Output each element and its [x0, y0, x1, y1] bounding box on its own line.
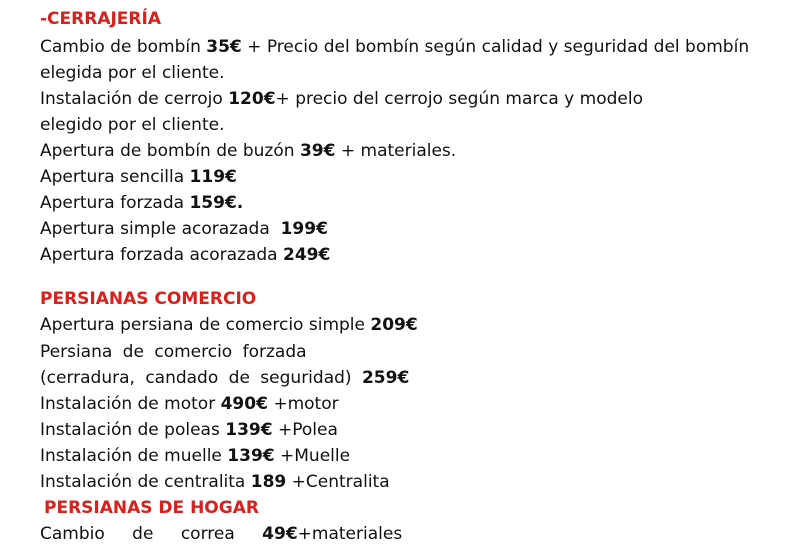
- buzon-opening-line: [40, 140, 456, 162]
- poleas-install-line: [40, 419, 338, 441]
- forced-opening-line: [40, 192, 243, 214]
- item-price: 259€: [361, 368, 410, 388]
- item-text: Apertura persiana de comercio simple: [40, 315, 371, 335]
- item-text: Instalación de muelle: [40, 446, 228, 466]
- item-text: Instalación de centralita: [40, 472, 251, 492]
- item-extra: +materiales: [297, 524, 403, 544]
- item-price: 249€: [282, 245, 331, 265]
- item-extra: + materiales.: [335, 141, 457, 161]
- item-price: 39€: [299, 141, 336, 161]
- bombin-change-line: [40, 36, 749, 58]
- item-extra: +Muelle: [274, 446, 351, 466]
- commerce-forced-line: Persiana de comercio forzada: [40, 342, 307, 362]
- correa-change-line: [40, 523, 402, 545]
- item-extra: + Precio del bombín según calidad y seguridad del bombín: [241, 37, 750, 57]
- item-price: 490€: [220, 394, 268, 414]
- muelle-install-line: [40, 445, 350, 467]
- item-price: 199€: [280, 219, 328, 239]
- forced-armored-line: [40, 244, 330, 266]
- item-price: 35€: [206, 37, 242, 57]
- cerrojo-install-cont: elegido por el cliente.: [40, 115, 225, 135]
- item-price: 120€: [228, 89, 276, 109]
- item-price: 49€: [262, 524, 298, 544]
- commerce-simple-opening-line: [40, 314, 418, 336]
- item-text: Instalación de cerrojo: [40, 89, 229, 109]
- item-text: Instalación de poleas: [40, 420, 226, 440]
- item-text: Apertura forzada: [40, 193, 190, 213]
- motor-install-line: [40, 393, 339, 415]
- persianas-hogar-heading: PERSIANAS DE HOGAR: [44, 498, 259, 518]
- simple-armored-line: [40, 218, 328, 240]
- item-text: Apertura forzada acorazada: [40, 245, 283, 265]
- item-extra: +Polea: [272, 420, 338, 440]
- item-price: 139€: [227, 446, 275, 466]
- commerce-forced-detail-line: [40, 367, 409, 389]
- item-price: 119€: [189, 167, 237, 187]
- item-price: 159€.: [189, 193, 244, 213]
- item-text: Cambio de bombín: [40, 37, 207, 57]
- item-extra: +motor: [267, 394, 339, 414]
- item-extra: + precio del cerrojo según marca y modelo: [275, 89, 643, 109]
- item-price: 139€: [225, 420, 273, 440]
- item-text: Instalación de motor: [40, 394, 221, 414]
- item-text: Cambio de correa: [40, 524, 263, 544]
- item-price: 209€: [370, 315, 418, 335]
- cerrajeria-heading: -CERRAJERÍA: [40, 9, 161, 29]
- simple-opening-line: [40, 166, 237, 188]
- item-text: (cerradura, candado de seguridad): [40, 368, 362, 388]
- persianas-comercio-heading: PERSIANAS COMERCIO: [40, 289, 257, 309]
- centralita-install-line: [40, 471, 390, 493]
- item-text: Apertura de bombín de buzón: [40, 141, 300, 161]
- bombin-change-cont: elegida por el cliente.: [40, 63, 225, 83]
- cerrojo-install-line: [40, 88, 643, 110]
- item-text: Apertura simple acorazada: [40, 219, 281, 239]
- item-text: Apertura sencilla: [40, 167, 190, 187]
- item-extra: +Centralita: [286, 472, 390, 492]
- item-price: 189: [250, 472, 287, 492]
